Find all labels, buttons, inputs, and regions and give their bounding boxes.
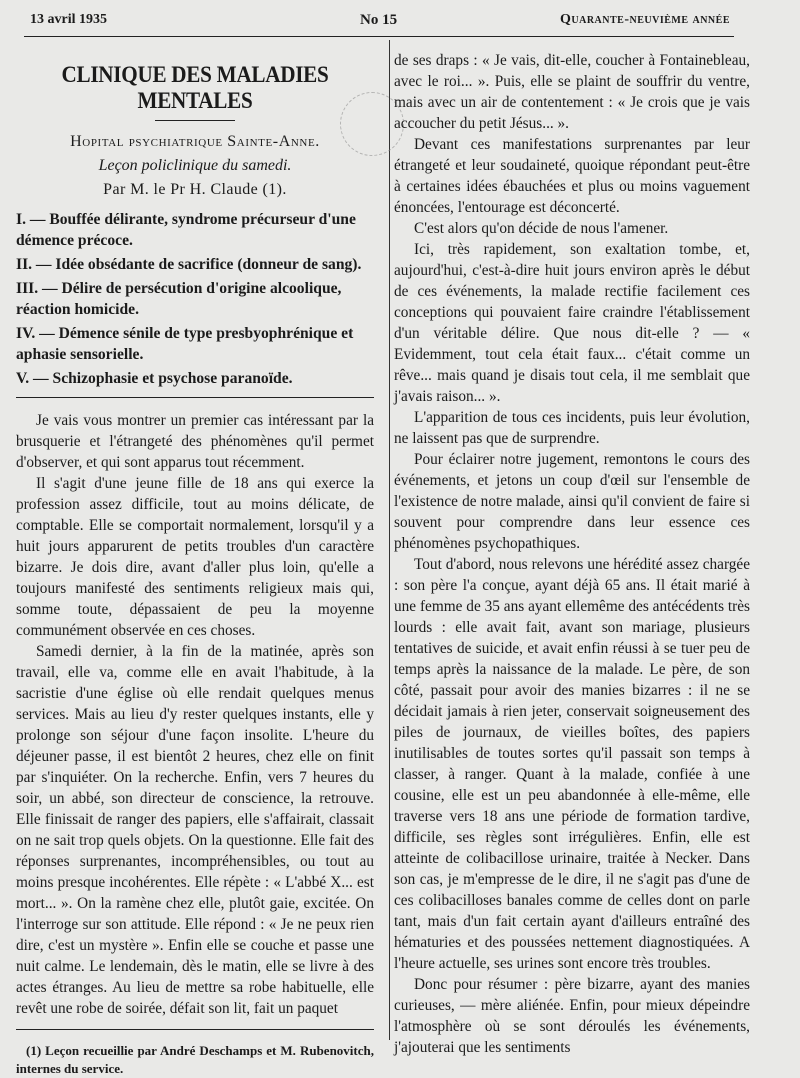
header-issue-number: No 15: [360, 12, 398, 28]
body-paragraph: Je vais vous montrer un premier cas intéressant par la brusquerie et l'étrangeté des phénomènes qu'il permet d'observer, et qui sont apparus tout récemment.: [16, 412, 374, 471]
body-paragraph: L'apparition de tous ces incidents, puis leur évolution, ne laissent pas que de surprendre.: [394, 409, 750, 447]
header-date: 13 avril 1935: [30, 12, 107, 27]
left-column: [16, 50, 374, 1078]
header-year: Quarante-neuvième année: [559, 12, 730, 27]
topics-list: [16, 209, 374, 389]
topic-item: IV. — Démence sénile de type presbyophrénique et aphasie sensorielle.: [16, 325, 354, 363]
body-paragraph: Il s'agit d'une jeune fille de 18 ans qui exerce la profession assez difficile, tout au moins délicate, de comptable. Elle se comportait normalement, lorsqu'il y a huit jours apparurent de petits troubles d'un caractère bizarre. Je dois dire, avant d'aller plus loin, qu'elle a toujours manifesté des sentiments religieux mais qui, somme toute, dépassaient de peu la moyenne communément observée en ces choses.: [16, 475, 374, 639]
body-paragraph: Samedi dernier, à la fin de la matinée, après son travail, elle va, comme elle en avait l'habitude, à la sacristie d'une église où elle rendait quelques menus services. Mais au lieu d'y rester quelques instants, elle y prolonge son séjour d'une façon insolite. L'heure du déjeuner passe, il est bientôt 2 heures, chez elle on finit par s'inquiéter. On la recherche. Enfin, vers 7 heures du soir, un abbé, son directeur de conscience, la retrouve. Elle finissait de ranger des papiers, elle s'affairait, classait on ne sait trop quels objets. On la questionne. Elle fait des réponses surprenantes, incompréhensibles, ou tout au moins presque incohérentes. Elle répète : « L'abbé X... est mort... ». On la ramène chez elle, plutôt gaie, excitée. On l'interroge sur son attitude. Elle répond : « Je ne peux rien dire, c'est un mystère ». Enfin elle se couche et passe une nuit calme. Le lendemain, dès le matin, elle se livre à des actes étranges. Au lieu de mettre sa robe habituelle, elle revêt une robe de soirée, défait son lit, fait un paquet: [16, 643, 374, 1017]
right-column: [394, 50, 750, 1058]
topic-item: V. — Schizophasie et psychose paranoïde.: [16, 370, 293, 387]
body-paragraph: Tout d'abord, nous relevons une hérédité assez chargée : son père l'a conçue, ayant déjà 65 ans. Il était marié à une femme de 35 ans ayant ellemême des antécédents très lourds : elle avait fait, avant son mariage, plusieurs tentatives de suicide, et avait enfin réussi à se tuer peu de temps après la naissance de la malade. Le père, de son côté, passait pour avoir des manies bizarres : il ne se décidait jamais à rien jeter, conservait soigneusement des piles de journaux, de vieilles boîtes, des papiers inutilisables de toutes sortes qu'il passait son temps à classer, à ranger. Quant à la malade, confiée à une cousine, elle est un peu abandonnée à elle-même, elle traverse vers 18 ans une période de formation tardive, difficile, ses règles sont irrégulières. Enfin, elle est atteinte de colibacillose urinaire, traitée à Necker. Dans son cas, je m'empresse de le dire, il ne s'agit pas d'une de ces colibacilloses banales comme de celles dont on parle tant, mais d'un fait certain ayant d'ailleurs entraîné des hématuries et des poussées nettement diagnostiquées. A l'heure actuelle, ses urines sont encore très troubles.: [394, 556, 750, 972]
footnote: (1) Leçon recueillie par André Deschamps et M. Rubenovitch, internes du service.: [16, 1043, 374, 1076]
header-rule: [24, 36, 734, 37]
body-paragraph: C'est alors qu'on décide de nous l'amener.: [414, 220, 669, 237]
footnote-rule: [16, 1029, 374, 1030]
body-paragraph: Pour éclairer notre jugement, remontons le cours des événements, et jetons un coup d'œil sur l'ensemble de l'existence de notre malade, ainsi qu'il convient de faire si souvent pour comprendre dans leur essence ces phénomènes psychopathiques.: [394, 451, 750, 552]
body-paragraph: Ici, très rapidement, son exaltation tombe, et, aujourd'hui, c'est-à-dire huit jours environ après le début de ces événements, la malade rectifie facilement ces conceptions qui pouvaient faire craindre l'établissement d'un véritable délire. Que nous dit-elle ? — « Evidemment, tout cela était faux... c'était comme un rêve... mais quand je disais tout cela, il me semblait que j'avais raison... ».: [394, 241, 750, 405]
lecture-subtitle: Leçon policlinique du samedi.: [98, 157, 292, 174]
body-paragraph: Donc pour résumer : père bizarre, ayant des manies curieuses, — mère aliénée. Enfin, pour mieux dépeindre l'atmosphère où se sont déroulés les événements, j'ajouterai que les sentiments: [394, 976, 750, 1056]
title-rule: [155, 120, 235, 121]
hospital-name: Hopital psychiatrique Sainte-Anne.: [70, 133, 320, 150]
topic-item: II. — Idée obsédante de sacrifice (donneur de sang).: [16, 256, 362, 273]
topics-rule: [16, 397, 374, 398]
topic-item: I. — Bouffée délirante, syndrome précurseur d'une démence précoce.: [16, 211, 356, 249]
page-header: [0, 0, 800, 34]
author-line: Par M. le Pr H. Claude (1).: [103, 181, 287, 198]
topic-item: III. — Délire de persécution d'origine alcoolique, réaction homicide.: [16, 280, 342, 318]
body-paragraph: de ses draps : « Je vais, dit-elle, coucher à Fontainebleau, avec le roi... ». Puis, elle se plaint de souffrir du ventre, mais avec un air de contentement : « Je crois que je vais accoucher du petit Jésus... ».: [394, 52, 750, 132]
article-title: CLINIQUE DES MALADIES MENTALES: [61, 62, 329, 113]
column-divider: [389, 40, 390, 1040]
body-paragraph: Devant ces manifestations surprenantes par leur étrangeté et leur soudaineté, quoique répondant peut-être à certaines idées ébauchées et plus ou moins vaguement énoncées, l'entourage est déconcerté.: [394, 136, 750, 216]
